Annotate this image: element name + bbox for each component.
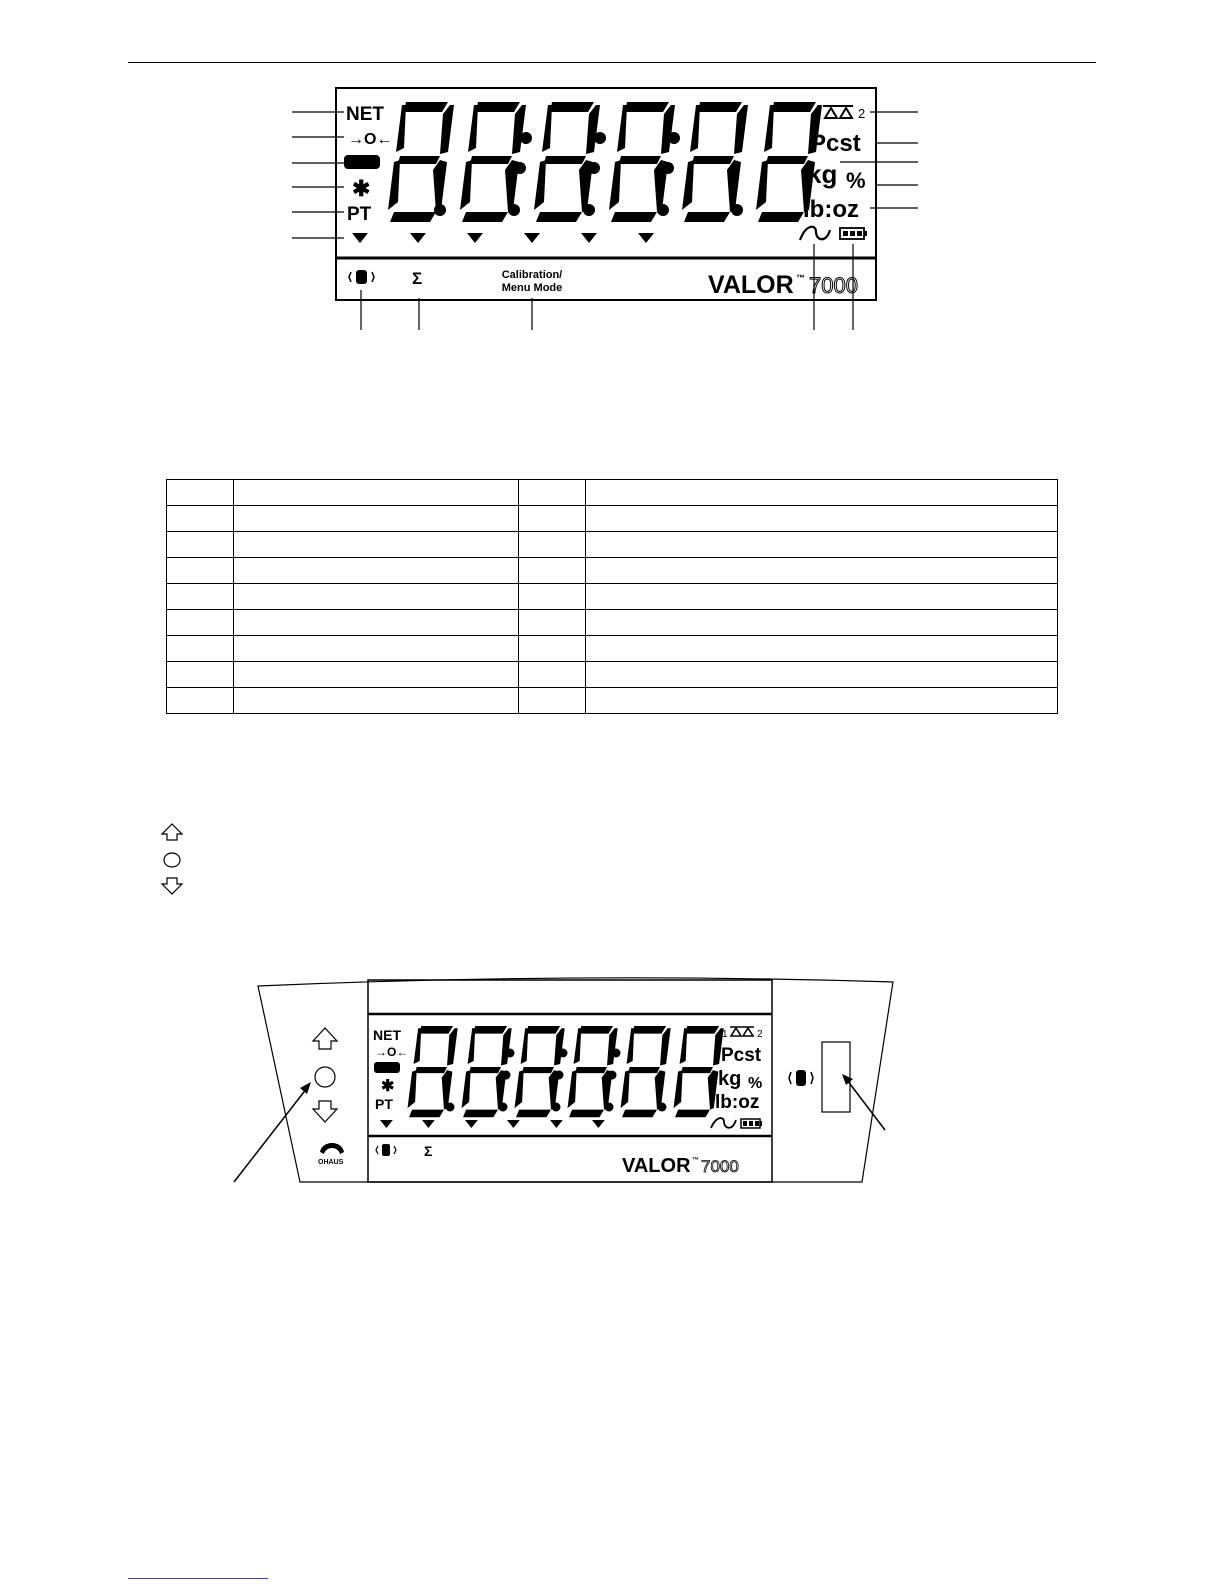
table-cell xyxy=(234,662,519,688)
scale-icon xyxy=(823,106,853,118)
panel-percent: % xyxy=(748,1075,763,1092)
table-cell xyxy=(586,636,1058,662)
table-row xyxy=(167,610,1058,636)
table-cell xyxy=(234,506,519,532)
table-cell xyxy=(519,584,586,610)
annunciator-triangles xyxy=(352,233,654,243)
table-cell xyxy=(167,558,234,584)
table-cell xyxy=(167,480,234,506)
logo-text: OHAUS xyxy=(318,1159,344,1166)
pt-indicator: PT xyxy=(347,204,372,225)
panel-tm: ™ xyxy=(692,1157,699,1164)
brand-name: VALOR xyxy=(708,271,794,299)
panel-zero: →O← xyxy=(375,1045,409,1059)
table-cell xyxy=(167,584,234,610)
table-cell xyxy=(586,558,1058,584)
table-cell xyxy=(234,688,519,714)
footer-link-underline xyxy=(128,1578,268,1579)
lboz-unit: lb:oz xyxy=(803,196,859,223)
circle-button-icon xyxy=(164,853,180,867)
table-cell xyxy=(167,662,234,688)
panel-lboz: lb:oz xyxy=(715,1092,760,1113)
table-row xyxy=(167,480,1058,506)
battery-icon xyxy=(840,228,867,239)
sigma-indicator: Σ xyxy=(412,269,423,288)
digit-display xyxy=(388,102,822,222)
kg-unit: kg xyxy=(807,159,838,189)
hand-motion-icon xyxy=(349,270,374,284)
panel-kg: kg xyxy=(718,1068,742,1090)
table-cell xyxy=(167,636,234,662)
panel-model: 7000 xyxy=(701,1157,739,1176)
table-cell xyxy=(586,480,1058,506)
minus-indicator xyxy=(344,155,380,169)
panel-net: NET xyxy=(373,1027,401,1043)
table-cell xyxy=(586,610,1058,636)
table-row xyxy=(167,532,1058,558)
table-row xyxy=(167,688,1058,714)
net-indicator: NET xyxy=(346,104,384,125)
table-cell xyxy=(234,636,519,662)
table-cell xyxy=(519,532,586,558)
table-cell xyxy=(519,636,586,662)
table-cell xyxy=(519,688,586,714)
table-cell xyxy=(586,688,1058,714)
panel-scale-one: 1 xyxy=(722,1029,728,1040)
mode-label-line2: Menu Mode xyxy=(501,282,563,294)
legend-table xyxy=(166,479,1058,714)
table-cell xyxy=(519,558,586,584)
table-cell xyxy=(234,532,519,558)
mode-label-line1: Calibration/ xyxy=(501,269,563,281)
percent-unit: % xyxy=(846,168,866,193)
table-cell xyxy=(586,506,1058,532)
down-arrow-icon xyxy=(162,878,182,894)
asterisk-icon: ✱ xyxy=(352,176,371,201)
table-cell xyxy=(586,532,1058,558)
scale-two-label: 2 xyxy=(858,106,866,121)
table-cell xyxy=(586,662,1058,688)
table-cell xyxy=(519,610,586,636)
table-cell xyxy=(234,610,519,636)
front-panel xyxy=(0,970,1225,1210)
pcst-unit: Pcst xyxy=(810,130,861,157)
up-arrow-icon xyxy=(162,824,182,840)
model-number: 7000 xyxy=(809,273,858,298)
table-cell xyxy=(234,584,519,610)
panel-pcst: Pcst xyxy=(721,1045,762,1066)
lcd-diagram xyxy=(0,0,1225,340)
panel-scale-two: 2 xyxy=(757,1029,763,1040)
table-cell xyxy=(586,584,1058,610)
table-cell xyxy=(167,532,234,558)
panel-brand: VALOR xyxy=(622,1155,691,1177)
table-row xyxy=(167,506,1058,532)
stable-icon xyxy=(800,227,830,240)
table-cell xyxy=(167,506,234,532)
table-cell xyxy=(519,662,586,688)
panel-pt: PT xyxy=(375,1096,393,1112)
table-row xyxy=(167,662,1058,688)
table-row xyxy=(167,636,1058,662)
table-cell xyxy=(519,506,586,532)
table-cell xyxy=(234,558,519,584)
brand-tm: ™ xyxy=(796,273,805,283)
table-row xyxy=(167,584,1058,610)
zero-indicator: →O← xyxy=(348,131,393,148)
panel-asterisk-icon: ✱ xyxy=(381,1078,395,1095)
table-cell xyxy=(167,688,234,714)
table-row xyxy=(167,558,1058,584)
table-cell xyxy=(167,610,234,636)
panel-sigma: Σ xyxy=(424,1143,433,1159)
key-icons-list xyxy=(158,822,198,912)
scale-one-label: 1 xyxy=(813,106,821,121)
table-cell xyxy=(234,480,519,506)
table-cell xyxy=(519,480,586,506)
